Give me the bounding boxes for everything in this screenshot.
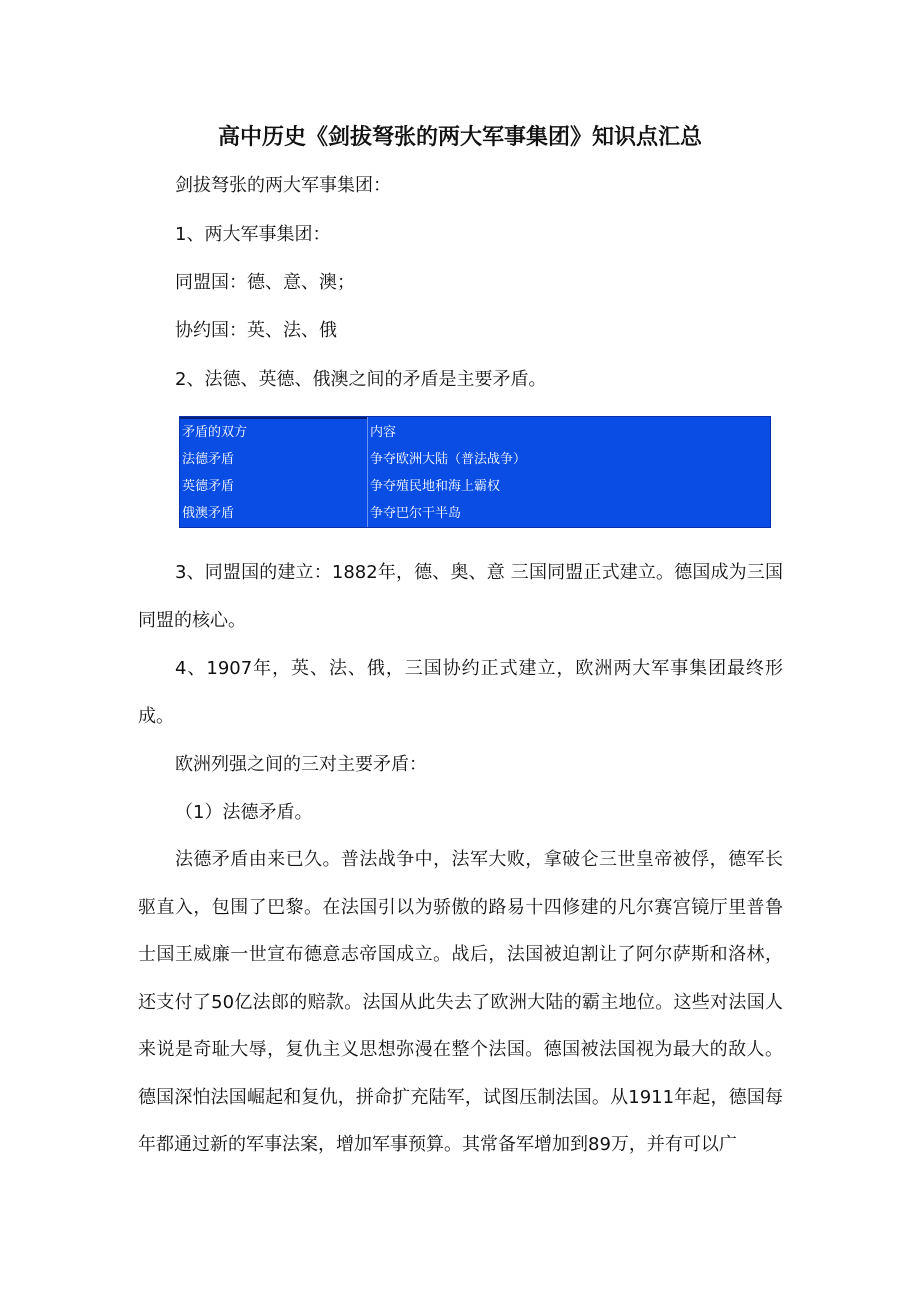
intro-line: 剑拔弩张的两大军事集团： xyxy=(175,175,391,196)
paragraph-three-conflicts: 欧洲列强之间的三对主要矛盾： xyxy=(175,754,427,775)
table-cell-parties: 俄澳矛盾 xyxy=(182,506,235,521)
table-cell-content: 争夺殖民地和海上霸权 xyxy=(370,479,501,494)
table-cell-content: 争夺欧洲大陆（普法战争） xyxy=(370,452,527,467)
document-title: 高中历史《剑拔弩张的两大军事集团》知识点汇总 xyxy=(217,125,702,150)
item-1-line: 1、两大军事集团： xyxy=(175,224,331,245)
table-cell-parties: 英德矛盾 xyxy=(182,479,235,494)
conflict-table xyxy=(179,416,771,528)
paragraph-entente-formation: 4、1907年，英、法、俄，三国协约正式建立，欧洲两大军事集团最终形成。 xyxy=(138,658,783,727)
paragraph-franco-german-heading: （1）法德矛盾。 xyxy=(175,802,313,823)
table-column-divider xyxy=(367,417,368,527)
item-2-line: 2、法德、英德、俄澳之间的矛盾是主要矛盾。 xyxy=(175,369,547,390)
entente-line: 协约国：英、法、俄 xyxy=(175,320,337,341)
alliance-line: 同盟国：德、意、澳； xyxy=(175,272,355,293)
table-header-parties: 矛盾的双方 xyxy=(182,425,248,440)
table-cell-content: 争夺巴尔干半岛 xyxy=(370,506,462,521)
paragraph-alliance-formation: 3、同盟国的建立：1882年，德、奥、意 三国同盟正式建立。德国成为三国同盟的核心。 xyxy=(138,562,783,631)
table-cell-parties: 法德矛盾 xyxy=(182,452,235,467)
paragraph-franco-german-body: 法德矛盾由来已久。普法战争中，法军大败，拿破仑三世皇帝被俘，德军长驱直入，包围了巴黎。在法国引以为骄傲的路易十四修建的凡尔赛宫镜厅里普鲁士国王威廉一世宣布德意志帝国成立。战后，法国被迫割让了阿尔萨斯和洛林，还支付了50亿法郎的赔款。法国从此失去了欧洲大陆的霸主地位。这些对法国人来说是奇耻大辱，复仇主义思想弥漫在整个法国。德国被法国视为最大的敌人。德国深怕法国崛起和复仇，拼命扩充陆军，试图压制法国。从1911年起，德国每年都通过新的军事法案，增加军事预算。其常备军增加到89万，并有可以广 xyxy=(138,849,783,1155)
table-header-content: 内容 xyxy=(370,425,397,440)
